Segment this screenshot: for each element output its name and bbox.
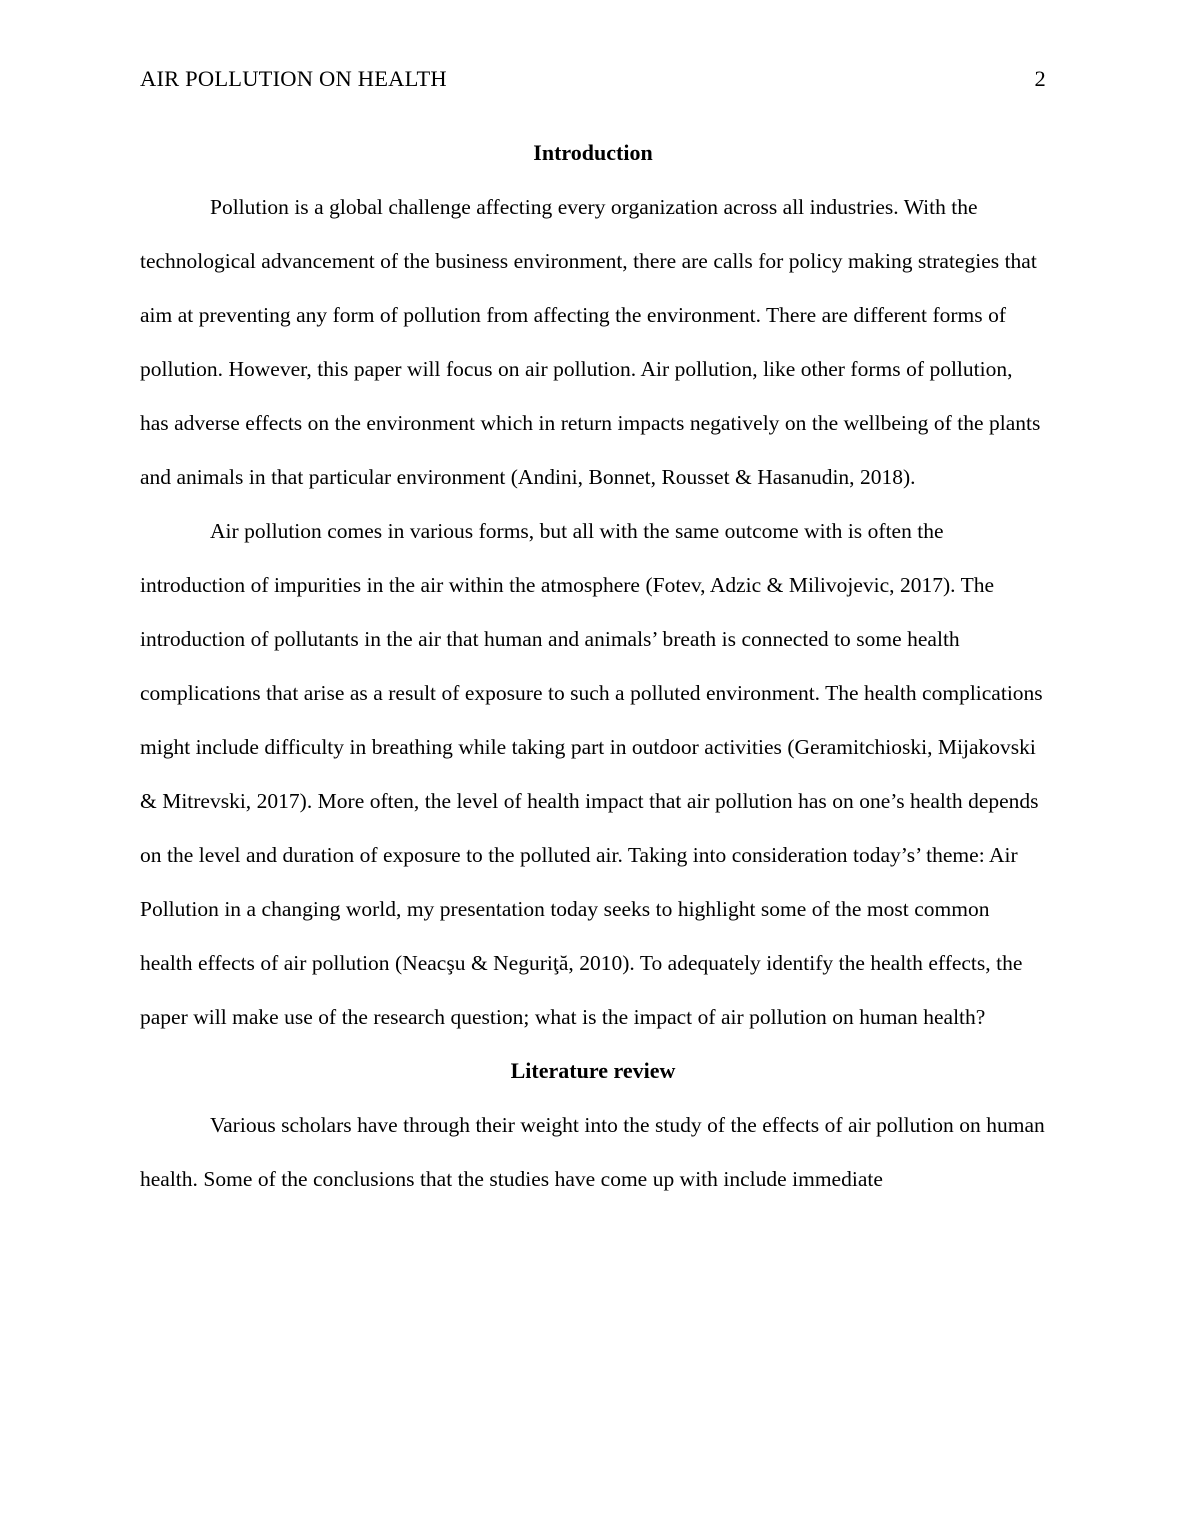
document-body	[140, 126, 1046, 1206]
paragraph-introduction-1: Pollution is a global challenge affecting every organization across all industries. With the technological advancement of the business environment, there are calls for policy making strategies that aim at preventing any form of pollution from affecting the environment. There are different forms of pollution. However, this paper will focus on air pollution. Air pollution, like other forms of pollution, has adverse effects on the environment which in return impacts negatively on the wellbeing of the plants and animals in that particular environment (Andini, Bonnet, Rousset & Hasanudin, 2018).	[140, 195, 1041, 489]
page-number: 2	[1034, 66, 1046, 91]
heading-introduction: Introduction	[533, 140, 653, 165]
running-head-title: AIR POLLUTION ON HEALTH	[140, 66, 447, 91]
running-head	[140, 64, 1046, 94]
paragraph-literature-review-1: Various scholars have through their weight into the study of the effects of air pollution on human health. Some of the conclusions that the studies have come up with include immediate	[140, 1113, 1045, 1191]
paragraph-introduction-2: Air pollution comes in various forms, but all with the same outcome with is often the introduction of impurities in the air within the atmosphere (Fotev, Adzic & Milivojevic, 2017). The introduction of pollutants in the air that human and animals’ breath is connected to some health complications that arise as a result of exposure to such a polluted environment. The health complications might include difficulty in breathing while taking part in outdoor activities (Geramitchioski, Mijakovski & Mitrevski, 2017). More often, the level of health impact that air pollution has on one’s health depends on the level and duration of exposure to the polluted air. Taking into consideration today’s’ theme: Air Pollution in a changing world, my presentation today seeks to highlight some of the most common health effects of air pollution (Neacşu & Neguriţă, 2010). To adequately identify the health effects, the paper will make use of the research question; what is the impact of air pollution on human health?	[140, 519, 1043, 1029]
heading-literature-review: Literature review	[510, 1058, 676, 1083]
